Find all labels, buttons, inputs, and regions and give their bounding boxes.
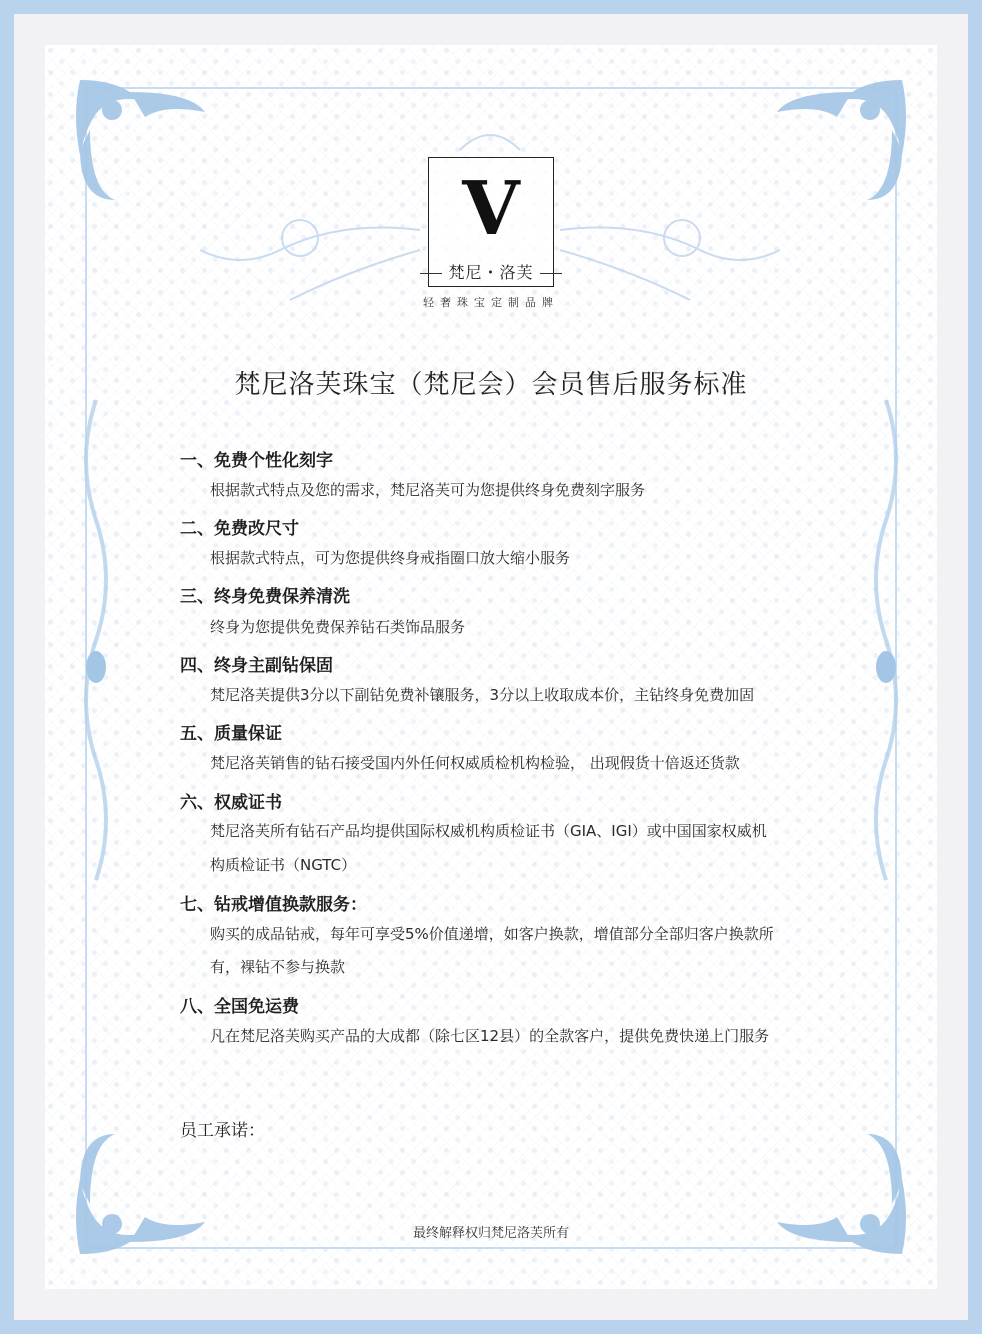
logo-letter: V	[462, 166, 520, 252]
brand-name	[0, 260, 982, 283]
section-text: 梵尼洛芙所有钻石产品均提供国际权威机构质检证书（GIA、IGI）或中国国家权威机	[210, 822, 767, 840]
section-heading: 七、钻戒增值换款服务：	[180, 895, 367, 915]
page-title: 梵尼洛芙珠宝（梵尼会）会员售后服务标准	[234, 370, 748, 400]
section-text: 梵尼洛芙提供3分以下副钻免费补镶服务，3分以上收取成本价，主钻终身免费加固	[210, 686, 755, 704]
employee-promise: 员工承诺：	[180, 1121, 265, 1141]
section-heading: 一、免费个性化刻字	[180, 451, 333, 471]
section-heading: 三、终身免费保养清洗	[180, 587, 350, 607]
section-heading: 四、终身主副钻保固	[180, 656, 333, 676]
section-heading: 二、免费改尺寸	[180, 519, 299, 539]
footer-note: 最终解释权归梵尼洛芙所有	[412, 1226, 569, 1241]
section-text: 梵尼洛芙销售的钻石接受国内外任何权威质检机构检验， 出现假货十倍返还货款	[210, 754, 740, 772]
section-heading: 五、质量保证	[180, 724, 282, 744]
section-text: 购买的成品钻戒，每年可享受5%价值递增，如客户换款，增值部分全部归客户换款所	[210, 925, 774, 943]
section-text: 终身为您提供免费保养钻石类饰品服务	[210, 618, 466, 636]
section-text: 根据款式特点，可为您提供终身戒指圈口放大缩小服务	[210, 549, 571, 567]
brand-name-text: 梵尼・洛芙	[448, 263, 534, 282]
section-text: 有，裸钻不参与换款	[210, 958, 346, 976]
brand-tagline: 轻奢珠宝定制品牌	[423, 296, 559, 309]
section-text: 凡在梵尼洛芙购买产品的大成都（除七区12县）的全款客户，提供免费快递上门服务	[210, 1027, 770, 1045]
section-text: 根据款式特点及您的需求，梵尼洛芙可为您提供终身免费刻字服务	[210, 481, 646, 499]
section-heading: 六、权威证书	[180, 793, 282, 813]
section-heading: 八、全国免运费	[180, 997, 299, 1017]
section-text: 构质检证书（NGTC）	[210, 856, 357, 874]
